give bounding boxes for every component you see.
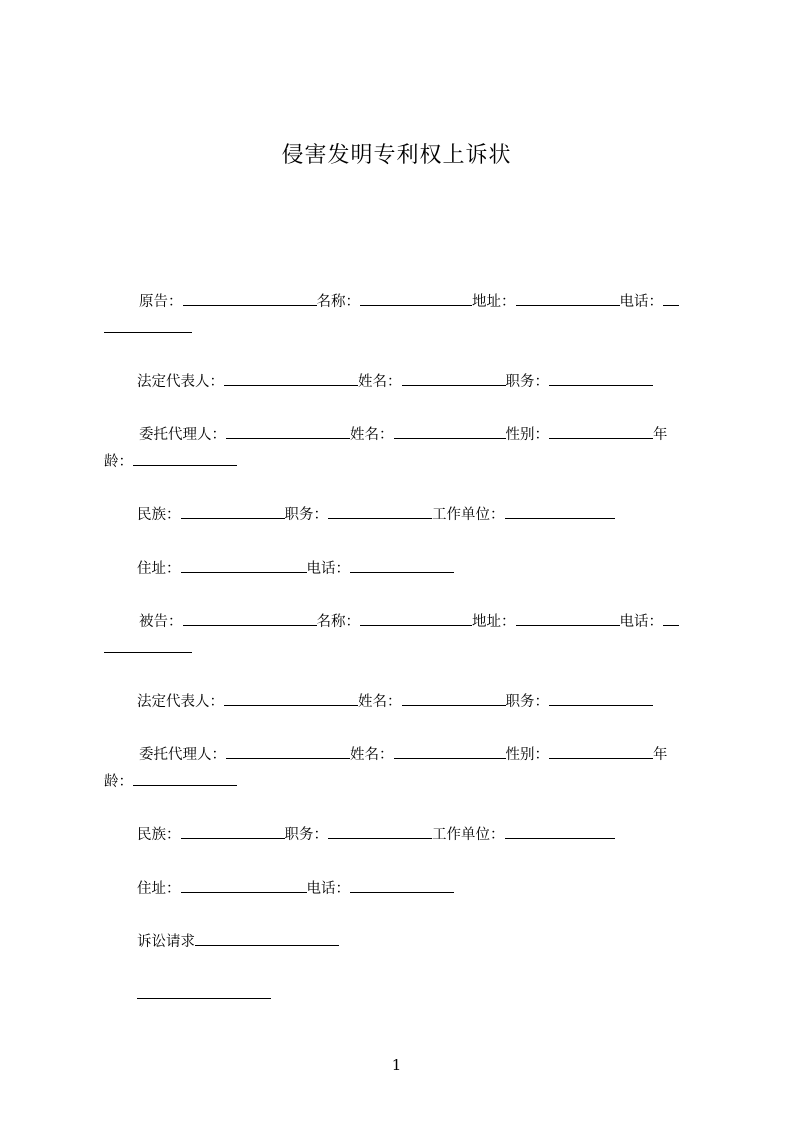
defendant-work-unit-blank[interactable] xyxy=(505,822,615,839)
defendant-contact-phone-blank[interactable] xyxy=(350,876,454,893)
plaintiff-phone-label: 电话： xyxy=(619,294,663,310)
defendant-row-3-wrap xyxy=(104,769,237,794)
defendant-legal-rep-label: 法定代表人： xyxy=(137,694,224,710)
plaintiff-position-blank[interactable] xyxy=(328,502,432,519)
defendant-legal-rep-name-blank[interactable] xyxy=(402,689,506,706)
plaintiff-agent-blank[interactable] xyxy=(226,422,350,439)
plaintiff-agent-gender-label: 性别： xyxy=(505,427,549,443)
defendant-agent-gender-blank[interactable] xyxy=(549,742,653,759)
plaintiff-address-label: 地址： xyxy=(472,294,516,310)
plaintiff-agent-age-label-part2: 龄： xyxy=(104,454,133,470)
defendant-label: 被告： xyxy=(139,614,183,630)
plaintiff-row-1-wrap xyxy=(104,316,192,341)
plaintiff-blank[interactable] xyxy=(183,289,317,306)
defendant-row-5 xyxy=(137,876,454,901)
defendant-contact-phone-label: 电话： xyxy=(306,881,350,897)
plaintiff-row-4 xyxy=(137,502,615,527)
plaintiff-agent-label: 委托代理人： xyxy=(139,427,226,443)
defendant-row-1 xyxy=(139,609,679,634)
defendant-address-blank[interactable] xyxy=(516,609,620,626)
defendant-agent-age-label-part1: 年 xyxy=(653,747,668,763)
plaintiff-position-label: 职务： xyxy=(284,507,328,523)
defendant-agent-age-label-part2: 龄： xyxy=(104,774,133,790)
defendant-agent-age-blank[interactable] xyxy=(133,769,237,786)
plaintiff-work-unit-blank[interactable] xyxy=(505,502,615,519)
defendant-ethnicity-blank[interactable] xyxy=(181,822,285,839)
defendant-row-4 xyxy=(137,822,615,847)
defendant-position-label: 职务： xyxy=(284,827,328,843)
plaintiff-agent-name-label: 姓名： xyxy=(350,427,394,443)
plaintiff-row-3-wrap xyxy=(104,449,237,474)
plaintiff-name-label: 名称： xyxy=(316,294,360,310)
plaintiff-contact-phone-blank[interactable] xyxy=(350,556,454,573)
defendant-phone-blank-start[interactable] xyxy=(663,609,679,626)
defendant-legal-rep-blank[interactable] xyxy=(224,689,358,706)
plaintiff-work-unit-label: 工作单位： xyxy=(432,507,505,523)
plaintiff-legal-rep-name-label: 姓名： xyxy=(358,374,402,390)
plaintiff-legal-rep-position-label: 职务： xyxy=(505,374,549,390)
defendant-row-3 xyxy=(139,742,668,767)
plaintiff-row-2 xyxy=(137,369,653,394)
defendant-residence-label: 住址： xyxy=(137,881,181,897)
defendant-work-unit-label: 工作单位： xyxy=(432,827,505,843)
claims-blank[interactable] xyxy=(195,929,339,946)
defendant-ethnicity-label: 民族： xyxy=(137,827,181,843)
plaintiff-residence-label: 住址： xyxy=(137,561,181,577)
defendant-agent-gender-label: 性别： xyxy=(505,747,549,763)
plaintiff-legal-rep-name-blank[interactable] xyxy=(402,369,506,386)
plaintiff-name-blank[interactable] xyxy=(360,289,472,306)
plaintiff-phone-blank-end[interactable] xyxy=(104,316,192,333)
plaintiff-label: 原告： xyxy=(139,294,183,310)
plaintiff-residence-blank[interactable] xyxy=(181,556,307,573)
defendant-row-2 xyxy=(137,689,653,714)
plaintiff-phone-blank-start[interactable] xyxy=(663,289,679,306)
defendant-agent-label: 委托代理人： xyxy=(139,747,226,763)
plaintiff-agent-age-label-part1: 年 xyxy=(653,427,668,443)
defendant-phone-blank-end[interactable] xyxy=(104,636,192,653)
claims-continuation-row xyxy=(137,982,271,1007)
plaintiff-address-blank[interactable] xyxy=(516,289,620,306)
defendant-agent-name-label: 姓名： xyxy=(350,747,394,763)
defendant-position-blank[interactable] xyxy=(328,822,432,839)
plaintiff-agent-gender-blank[interactable] xyxy=(549,422,653,439)
plaintiff-agent-age-blank[interactable] xyxy=(133,449,237,466)
plaintiff-agent-name-blank[interactable] xyxy=(394,422,506,439)
defendant-name-label: 名称： xyxy=(316,614,360,630)
page-number: 1 xyxy=(391,1056,402,1074)
plaintiff-legal-rep-position-blank[interactable] xyxy=(549,369,653,386)
document-title: 侵害发明专利权上诉状 xyxy=(281,143,512,168)
plaintiff-legal-rep-blank[interactable] xyxy=(224,369,358,386)
defendant-phone-label: 电话： xyxy=(619,614,663,630)
defendant-address-label: 地址： xyxy=(472,614,516,630)
defendant-legal-rep-position-blank[interactable] xyxy=(549,689,653,706)
defendant-agent-name-blank[interactable] xyxy=(394,742,506,759)
plaintiff-row-1 xyxy=(139,289,679,314)
claims-continuation-blank[interactable] xyxy=(137,982,271,999)
claims-label: 诉讼请求 xyxy=(137,934,195,950)
defendant-blank[interactable] xyxy=(183,609,317,626)
claims-row xyxy=(137,929,339,954)
plaintiff-legal-rep-label: 法定代表人： xyxy=(137,374,224,390)
defendant-name-blank[interactable] xyxy=(360,609,472,626)
plaintiff-ethnicity-label: 民族： xyxy=(137,507,181,523)
plaintiff-contact-phone-label: 电话： xyxy=(306,561,350,577)
defendant-legal-rep-name-label: 姓名： xyxy=(358,694,402,710)
defendant-agent-blank[interactable] xyxy=(226,742,350,759)
plaintiff-ethnicity-blank[interactable] xyxy=(181,502,285,519)
defendant-row-1-wrap xyxy=(104,636,192,661)
defendant-legal-rep-position-label: 职务： xyxy=(505,694,549,710)
plaintiff-row-5 xyxy=(137,556,454,581)
plaintiff-row-3 xyxy=(139,422,668,447)
defendant-residence-blank[interactable] xyxy=(181,876,307,893)
